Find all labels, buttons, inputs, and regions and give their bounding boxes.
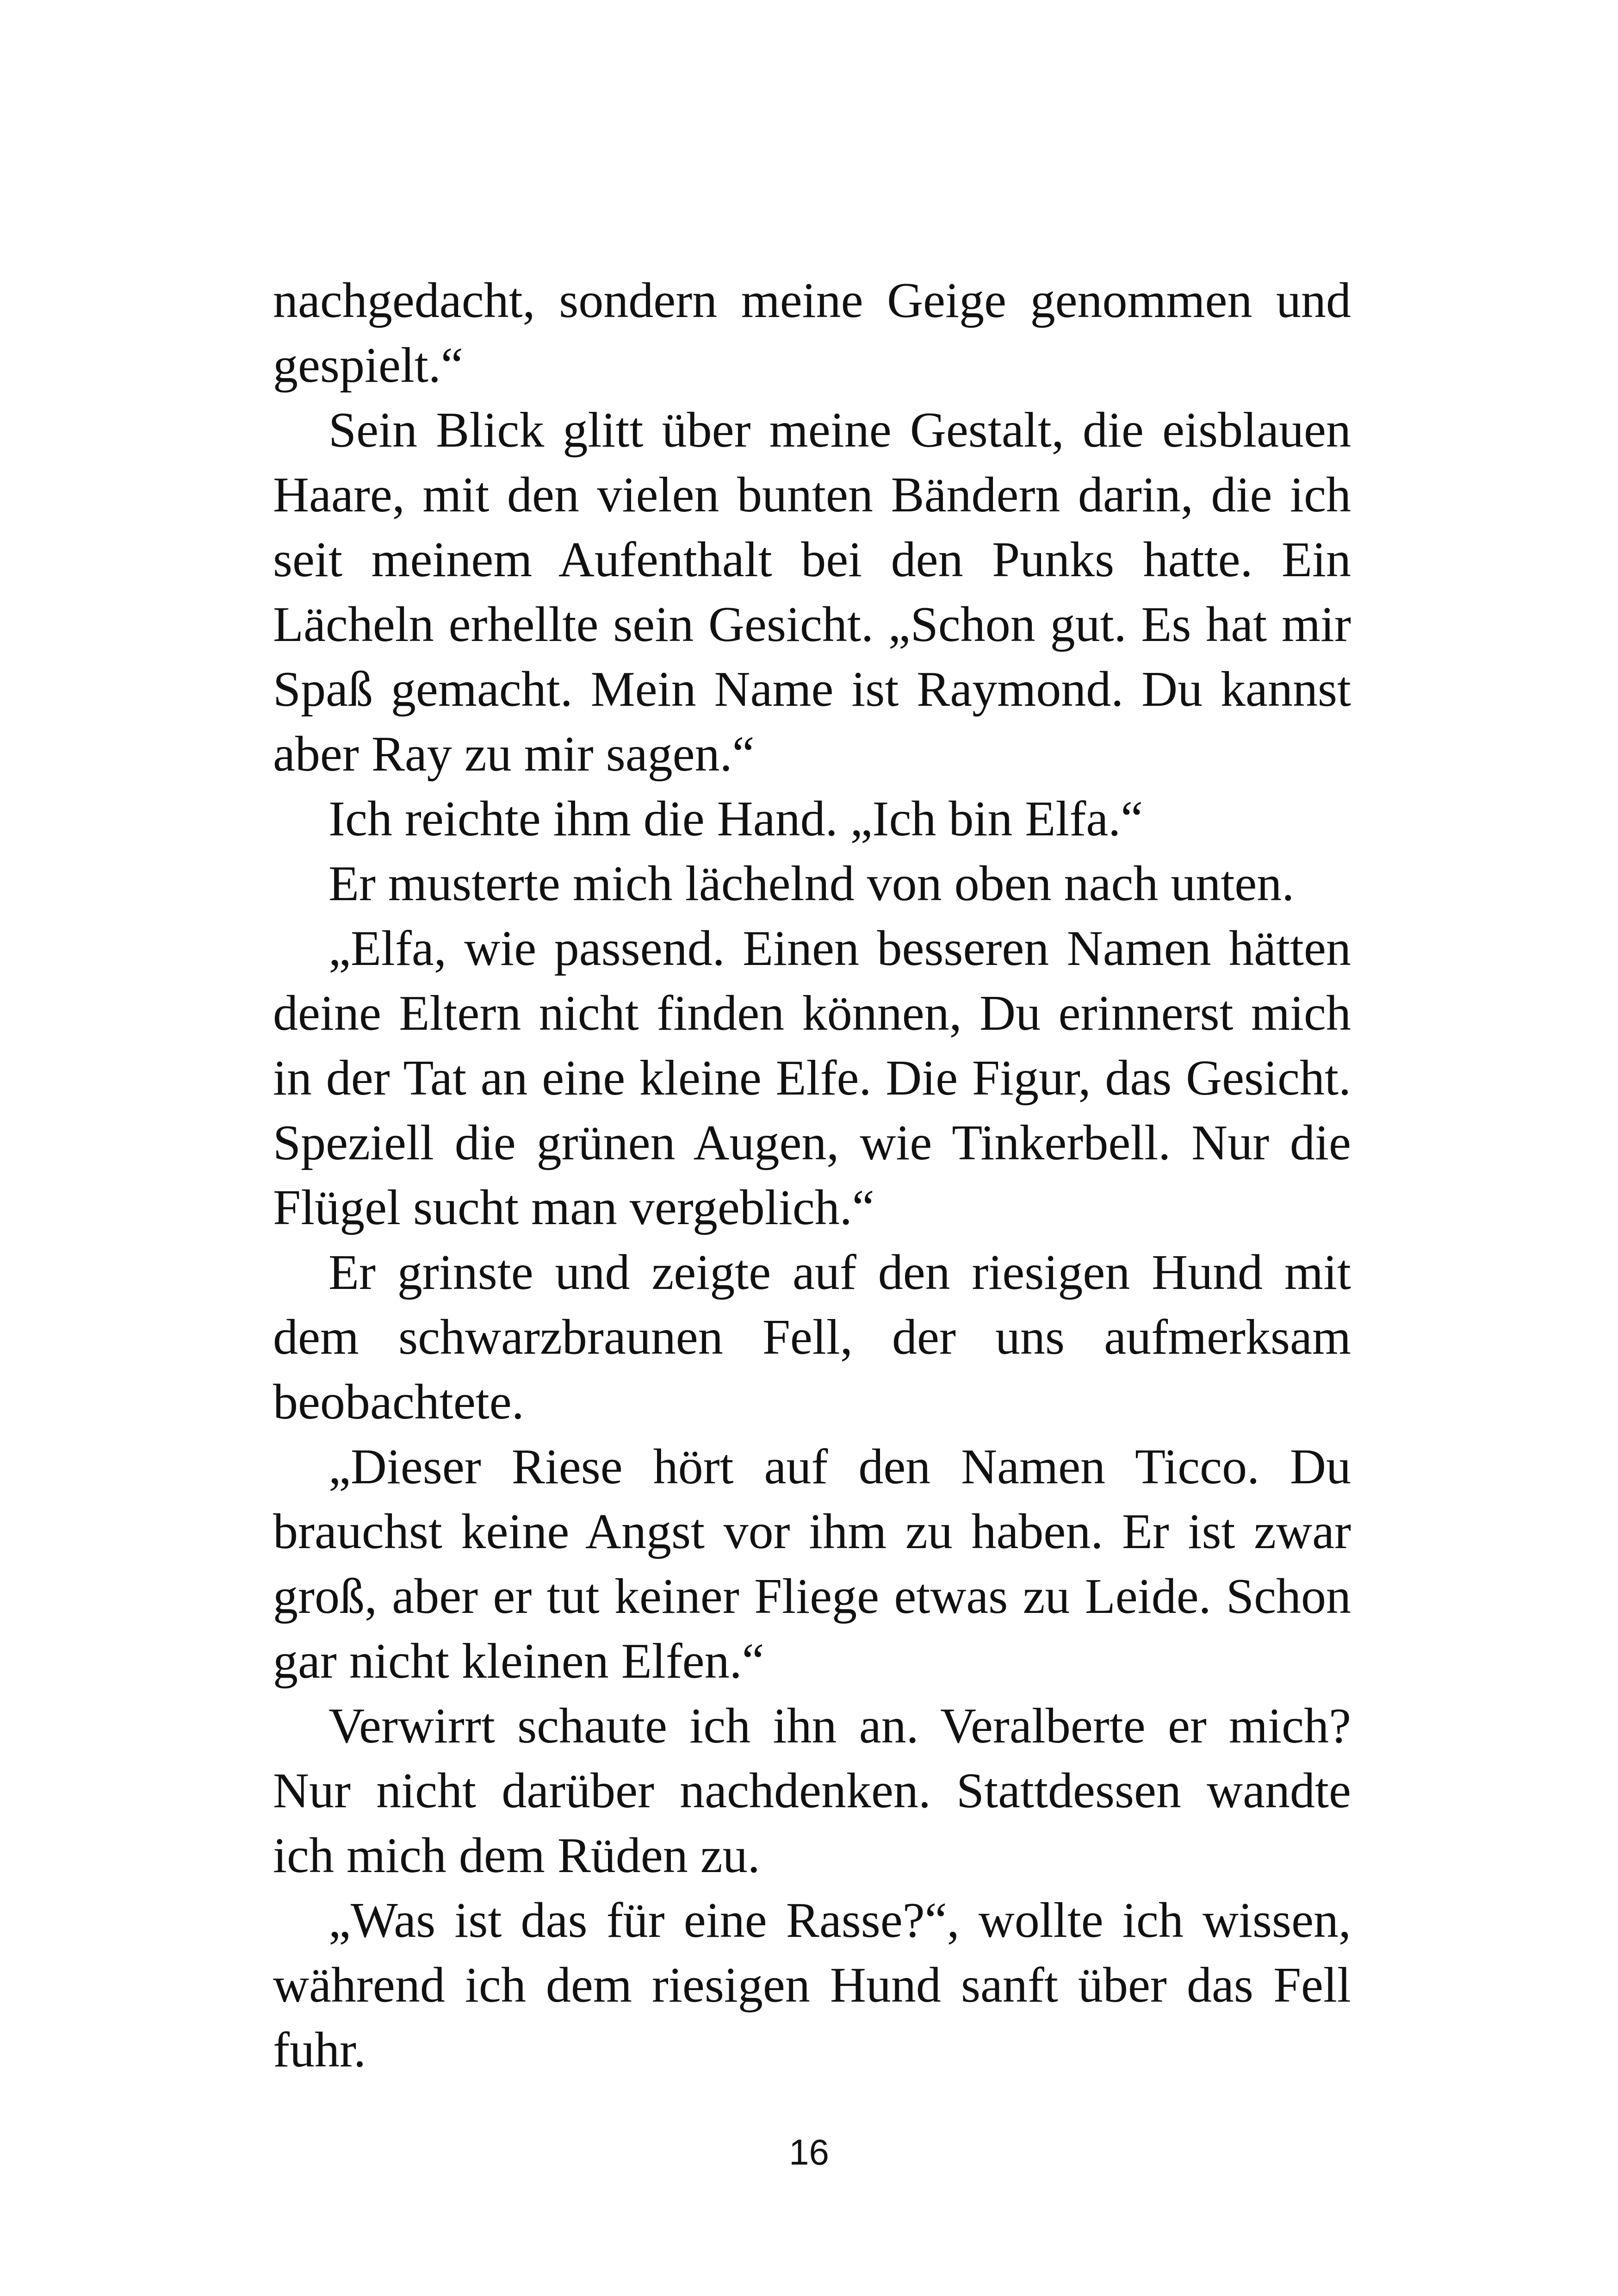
paragraph: Er grinste und zeigte auf den riesigen Hund mit dem schwarzbraunen Fell, der uns aufmerksam beobachtete. <box>273 1245 1351 1430</box>
paragraph: nachgedacht, sondern meine Geige genommen und gespielt.“ <box>273 273 1351 393</box>
paragraph: Verwirrt schaute ich ihn an. Veralberte er mich? Nur nicht darüber nachdenken. Stattdessen wandte ich mich dem Rüden zu. <box>273 1699 1351 1883</box>
paragraph: Ich reichte ihm die Hand. „Ich bin Elfa.“ <box>329 791 1143 846</box>
paragraph: Er musterte mich lächelnd von oben nach unten. <box>329 856 1295 911</box>
paragraph: „Was ist das für eine Rasse?“, wollte ich wissen, während ich dem riesigen Hund sanft über das Fell fuhr. <box>273 1893 1351 2078</box>
page-number: 16 <box>789 2132 829 2172</box>
paragraph: „Elfa, wie passend. Einen besseren Namen hätten deine Eltern nicht finden können, Du erinnerst mich in der Tat an eine kleine Elfe. Die Figur, das Gesicht. Speziell die grünen Augen, wie Tinkerbell. Nur die Flügel sucht man vergeblich.“ <box>273 921 1351 1235</box>
body-text <box>273 268 1351 2083</box>
paragraph: Sein Blick glitt über meine Gestalt, die eisblauen Haare, mit den vielen bunten Bändern darin, die ich seit meinem Aufenthalt bei den Punks hatte. Ein Lächeln erhellte sein Gesicht. „Schon gut. Es hat mir Spaß gemacht. Mein Name ist Raymond. Du kannst aber Ray zu mir sagen.“ <box>273 403 1351 782</box>
paragraph: „Dieser Riese hört auf den Namen Ticco. Du brauchst keine Angst vor ihm zu haben. Er ist zwar groß, aber er tut keiner Fliege etwas zu Leide. Schon gar nicht kleinen Elfen.“ <box>273 1439 1351 1689</box>
